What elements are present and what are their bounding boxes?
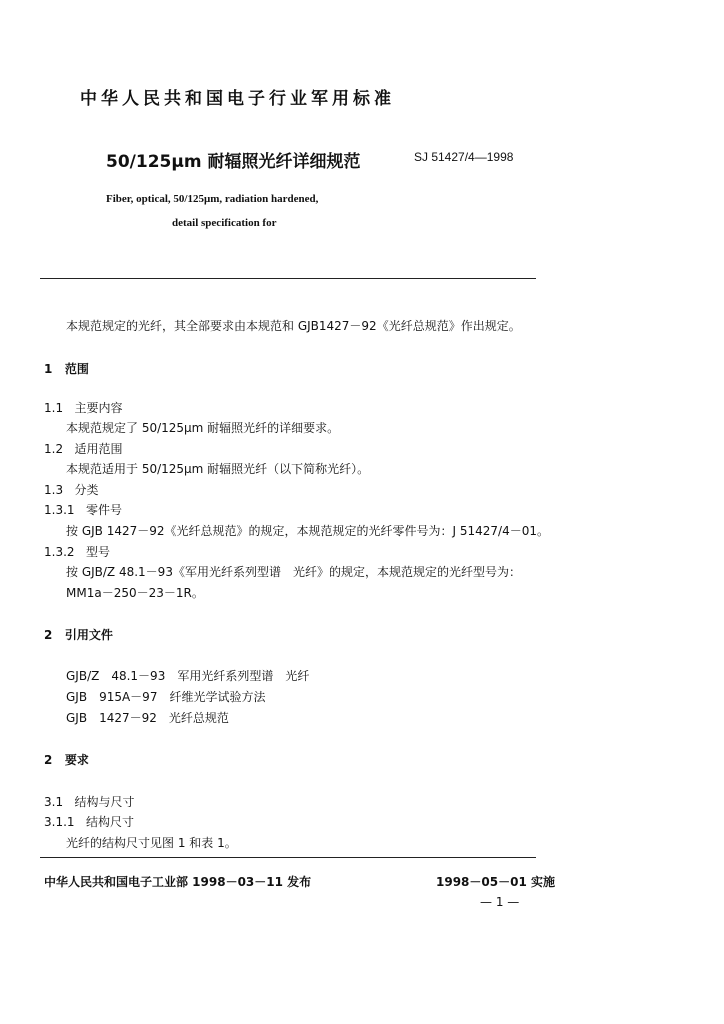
standard-code: SJ 51427/4—1998 <box>414 150 514 164</box>
section-title: 型号 <box>86 545 111 559</box>
section-number: 1 <box>44 362 53 376</box>
standard-name: 中华人民共和国电子行业军用标准 <box>80 89 395 109</box>
issuer-line: 中华人民共和国电子工业部 1998－03－11 发布 <box>44 875 312 889</box>
section-3-1-heading <box>44 793 135 810</box>
section-title: 零件号 <box>86 503 123 517</box>
section-number: 3.1.1 <box>44 815 75 829</box>
effective-date: 1998－05－01 实施 <box>436 875 555 889</box>
section-1-3-2-text: 按 GJB/Z 48.1－93《军用光纤系列型谱 光纤》的规定，本规范规定的光纤型号为： <box>66 565 521 579</box>
intro-paragraph: 本规范规定的光纤，其全部要求由本规范和 GJB1427－92《光纤总规范》作出规定。 <box>66 319 521 333</box>
footer-divider <box>40 857 536 858</box>
section-number: 1.1 <box>44 401 64 415</box>
english-title-line-1: Fiber, optical, 50/125μm, radiation hardened, <box>106 193 319 205</box>
section-title: 结构与尺寸 <box>74 795 135 809</box>
section-number: 3.1 <box>44 795 64 809</box>
model-number: MM1a－250－23－1R。 <box>66 586 204 600</box>
section-1-2-text: 本规范适用于 50/125μm 耐辐照光纤（以下简称光纤）。 <box>66 462 370 476</box>
section-1-heading <box>44 360 89 377</box>
section-1-2-heading <box>44 440 123 457</box>
section-title: 分类 <box>74 483 99 497</box>
section-1-1-heading <box>44 399 123 416</box>
section-title: 要求 <box>64 753 89 767</box>
section-1-3-1-text: 按 GJB 1427－92《光纤总规范》的规定，本规范规定的光纤零件号为：J 51427/4－01。 <box>66 524 549 538</box>
section-title: 主要内容 <box>74 401 123 415</box>
section-1-3-heading <box>44 481 99 498</box>
section-2-heading <box>44 626 113 643</box>
section-3-1-1-heading <box>44 813 134 830</box>
section-title: 引用文件 <box>64 628 113 642</box>
reference-item: GJB 915A－97 纤维光学试验方法 <box>66 690 266 704</box>
english-title-line-2: detail specification for <box>172 217 277 229</box>
section-3-1-1-text: 光纤的结构尺寸见图 1 和表 1。 <box>66 836 237 850</box>
section-number: 1.3 <box>44 483 64 497</box>
section-number: 2 <box>44 753 53 767</box>
page-number: — 1 — <box>480 895 520 909</box>
section-1-3-2-heading <box>44 543 110 560</box>
reference-item: GJB 1427－92 光纤总规范 <box>66 711 229 725</box>
section-number: 1.3.1 <box>44 503 75 517</box>
document-title: 50/125μm 耐辐照光纤详细规范 <box>106 152 361 172</box>
section-title: 范围 <box>64 362 89 376</box>
section-title: 适用范围 <box>74 442 123 456</box>
section-number: 1.3.2 <box>44 545 75 559</box>
section-3-heading <box>44 751 89 768</box>
header-divider <box>40 278 536 279</box>
section-1-3-1-heading <box>44 501 122 518</box>
section-1-1-text: 本规范规定了 50/125μm 耐辐照光纤的详细要求。 <box>66 421 340 435</box>
section-number: 2 <box>44 628 53 642</box>
reference-item: GJB/Z 48.1－93 军用光纤系列型谱 光纤 <box>66 669 310 683</box>
section-title: 结构尺寸 <box>86 815 135 829</box>
section-number: 1.2 <box>44 442 64 456</box>
